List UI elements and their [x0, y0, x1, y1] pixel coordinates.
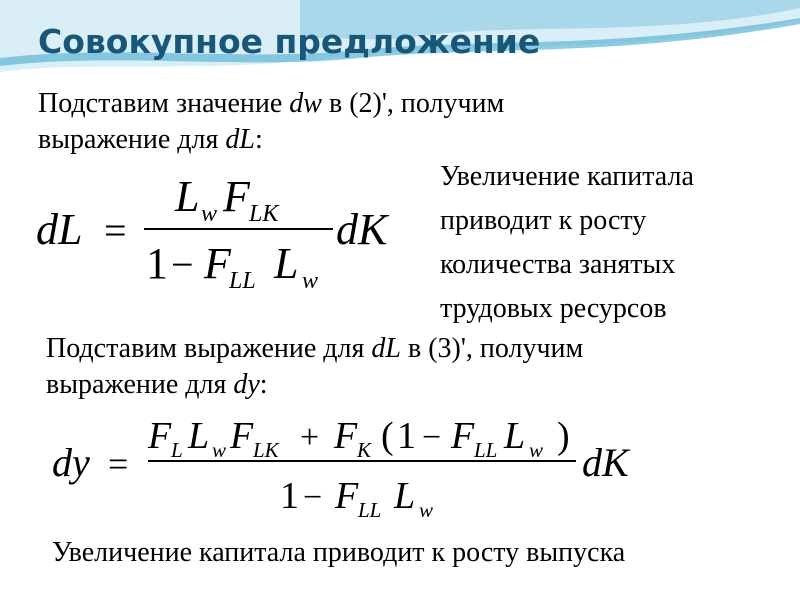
variable: dL	[371, 333, 401, 364]
formula-subscript: w	[419, 498, 434, 522]
formula-subscript: w	[212, 438, 227, 462]
formula-rhs: dK	[336, 205, 388, 254]
formula-term: F	[204, 239, 231, 288]
formula-term: L	[274, 239, 299, 288]
formula-subscript: LL	[229, 268, 256, 294]
variable: dw	[289, 88, 322, 119]
formula-term: F	[223, 172, 250, 221]
formula-lhs: dy	[52, 440, 90, 485]
note-line: приводит к росту	[440, 205, 647, 236]
formula-term: 1	[146, 239, 168, 288]
formula-subscript: LK	[253, 438, 279, 462]
intro-text-dl	[38, 86, 504, 158]
variable: dL	[225, 124, 255, 155]
text: Подставим выражение для	[46, 333, 372, 364]
formula-term: F	[148, 415, 172, 457]
text: выражение для	[46, 369, 234, 400]
formula-term: F	[334, 415, 358, 457]
text: Подставим значение	[38, 88, 290, 119]
formula-dl	[36, 165, 416, 305]
formula-subscript: w	[201, 201, 218, 227]
formula-term: 1	[397, 415, 416, 457]
paren-close: )	[557, 415, 570, 457]
formula-subscript: w	[529, 438, 544, 462]
equals-sign: =	[104, 208, 127, 253]
text: в (2)', получим	[321, 88, 505, 119]
formula-term: F	[451, 415, 475, 457]
minus-sign: −	[171, 242, 194, 287]
equals-sign: =	[108, 444, 129, 484]
formula-term: L	[175, 172, 200, 221]
text: :	[259, 369, 268, 400]
paren-open: (	[381, 415, 394, 457]
formula-subscript: LL	[474, 438, 498, 462]
formula-term: L	[504, 415, 526, 457]
formula-subscript: LL	[358, 498, 382, 522]
formula-subscript: w	[302, 268, 319, 294]
conclusion-text: Увеличение капитала приводит к росту выпуска	[52, 537, 626, 568]
formula-term: 1	[280, 475, 299, 517]
minus-sign: −	[422, 419, 442, 456]
formula-dy	[52, 410, 672, 530]
formula-rhs: dK	[582, 440, 629, 485]
formula-term: F	[230, 415, 254, 457]
formula-subscript: K	[357, 438, 372, 462]
minus-sign: −	[303, 479, 323, 516]
formula-lhs: dL	[36, 205, 83, 254]
formula-term: F	[335, 475, 359, 517]
note-line: Увеличение капитала	[440, 161, 694, 192]
formula-subscript: L	[171, 438, 183, 462]
note-line: трудовых ресурсов	[440, 293, 667, 324]
slide-title: Совокупное предложение	[38, 22, 541, 61]
intro-text-dy	[46, 331, 583, 403]
note-labor-increase	[440, 155, 694, 331]
formula-subscript: LK	[249, 201, 279, 227]
text: в (3)', получим	[400, 333, 584, 364]
formula-term: L	[394, 475, 416, 517]
variable: dy	[233, 369, 260, 400]
note-line: количества занятых	[440, 249, 676, 280]
plus-sign: +	[300, 419, 320, 456]
formula-term: L	[188, 415, 210, 457]
text: выражение для	[38, 124, 226, 155]
text: :	[254, 124, 263, 155]
